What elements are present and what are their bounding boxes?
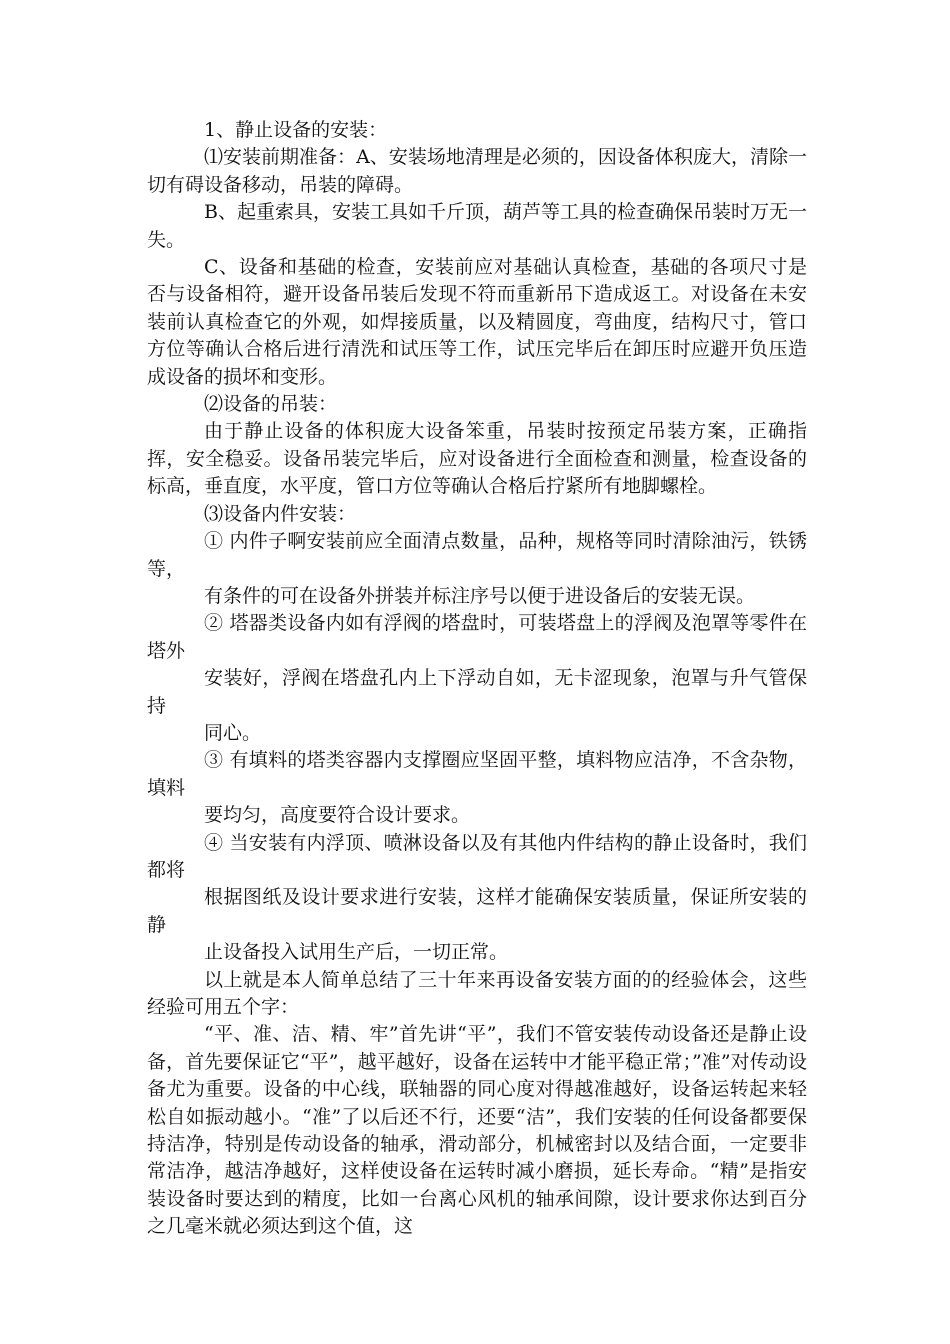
paragraph: 以上就是本人简单总结了三十年来再设备安装方面的的经验体会，这些经验可用五个字： (147, 968, 807, 1018)
subsection-heading: ⑵设备的吊装： (204, 393, 338, 416)
paragraph: “平、准、洁、精、牢”首先讲“平”，我们不管安装传动设备还是静止设备，首先要保证它“平”，越平越好，设备在运转中才能平稳正常；”准”对传动设备尤为重要。设备的中心线，联轴器的同心度对得越准越好，设备运转起来轻松自如振动越小。“准”了以后还不行，还要“洁”，我们安装的任何设备都要保持洁净，特别是传动设备的轴承，滑动部分，机械密封以及结合面，一定要非常洁净，越洁净越好，这样使设备在运转时减小磨损，延长寿命。“精”是指安装设备时要达到的精度，比如一台离心风机的轴承间隙，设计要求你达到百分之几毫米就必须达到这个值，这 (147, 1023, 807, 1238)
paragraph: ② 塔器类设备内如有浮阀的塔盘时，可装塔盘上的浮阀及泡罩等零件在塔外 (147, 612, 807, 662)
paragraph: ⑴安装前期准备：A、安装场地清理是必须的，因设备体积庞大，清除一切有碍设备移动，吊装的障碍。 (147, 146, 807, 196)
paragraph: 同心。 (204, 721, 262, 744)
paragraph: ④ 当安装有内浮顶、喷淋设备以及有其他内件结构的静止设备时，我们都将 (147, 831, 807, 881)
paragraph: 安装好，浮阀在塔盘孔内上下浮动自如，无卡涩现象，泡罩与升气管保持 (147, 667, 807, 717)
paragraph: 要均匀，高度要符合设计要求。 (204, 804, 471, 827)
paragraph: C、设备和基础的检查，安装前应对基础认真检查，基础的各项尺寸是否与设备相符，避开设备吊装后发现不符而重新吊下造成返工。对设备在未安装前认真检查它的外观，如焊接质量，以及精圆度，弯曲度，结构尺寸，管口方位等确认合格后进行清洗和试压等工作，试压完毕后在卸压时应避开负压造成设备的损坏和变形。 (147, 256, 807, 388)
subsection-heading: ⑶设备内件安装： (204, 502, 357, 525)
paragraph: 根据图纸及设计要求进行安装，这样才能确保安装质量，保证所安装的静 (147, 886, 807, 936)
paragraph: 有条件的可在设备外拼装并标注序号以便于进设备后的安装无误。 (204, 584, 756, 607)
document-body (147, 117, 807, 1241)
paragraph: ③ 有填料的塔类容器内支撑圈应坚固平整，填料物应洁净，不含杂物，填料 (147, 749, 807, 799)
paragraph: B、起重索具，安装工具如千斤顶，葫芦等工具的检查确保吊装时万无一失。 (147, 201, 807, 251)
paragraph: 止设备投入试用生产后，一切正常。 (204, 941, 509, 964)
paragraph: 由于静止设备的体积庞大设备笨重，吊装时按预定吊装方案，正确指挥，安全稳妥。设备吊装完毕后，应对设备进行全面检查和测量，检查设备的标高，垂直度，水平度，管口方位等确认合格后拧紧所有地脚螺栓。 (147, 420, 807, 498)
section-heading: 1、静止设备的安装： (204, 119, 388, 141)
paragraph: ① 内件子啊安装前应全面清点数量，品种，规格等同时清除油污，铁锈等， (147, 530, 807, 580)
